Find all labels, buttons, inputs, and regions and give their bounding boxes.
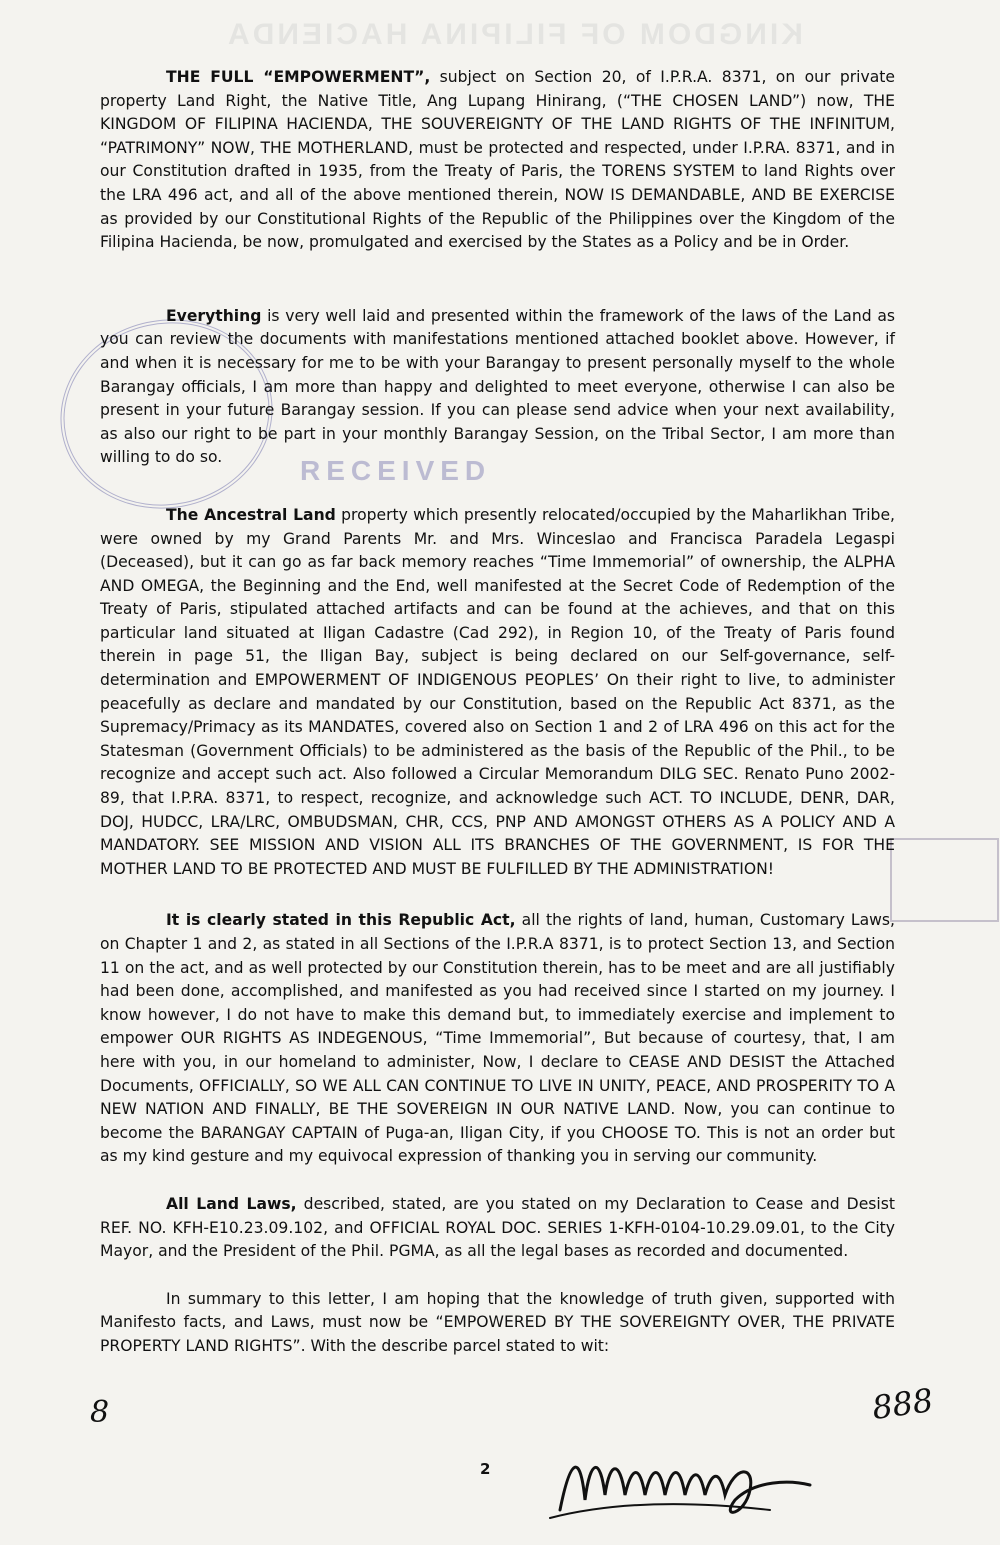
handwritten-mark-right: 888 bbox=[869, 1380, 936, 1428]
paragraph-summary bbox=[100, 1288, 895, 1359]
bleed-through-header: KINGDOM OF FILIPINA HACIENDA bbox=[225, 18, 803, 51]
paragraph-text: property which presently relocated/occupied by the Maharlikhan Tribe, were owned by my Grand Parents Mr. and Mrs. Winceslao and Francisca Paradela Legaspi (Deceased), but it can go as far back memory reaches “Time Immemorial” of ownership, the ALPHA AND OMEGA, the Beginning and the End, well manifested at the Secret Code of Redemption of the Treaty of Paris, stipulated attached artifacts and can be found at the achieves, and that on this particular land situated at Iligan Cadastre (Cad 292), in Region 10, of the Treaty of Paris found therein in page 51, the Iligan Bay, subject is being declared on our Self-governance, self-determination and EMPOWERMENT OF INDIGENOUS PEOPLES’ On their right to live, to administer peacefully as declare and mandated by our Constitution, based on the Republic Act 8371, as the Supremacy/Primacy as its MANDATES, covered also on Section 1 and 2 of LRA 496 on this act for the Statesman (Government Officials) to be administered as the basis of the Republic of the Phil., to be recognize and accept such act. Also followed a Circular Memorandum DILG SEC. Renato Puno 2002-89, that I.P.RA. 8371, to respect, recognize, and acknowledge such ACT. TO INCLUDE, DENR, DAR, DOJ, HUDCC, LRA/LRC, OMBUDSMAN, CHR, CCS, PNP AND AMONGST OTHERS AS A POLICY AND A MANDATORY. SEE MISSION AND VISION ALL ITS BRANCHES OF THE GOVERNMENT, IS FOR THE MOTHER LAND TO BE PROTECTED AND MUST BE FULFILLED BY THE ADMINISTRATION! bbox=[100, 505, 895, 878]
signature bbox=[540, 1440, 840, 1530]
paragraph-text: described, stated, are you stated on my Declaration to Cease and Desist REF. NO. KFH-E10.23.09.102, and OFFICIAL ROYAL DOC. SERIES 1-KFH-0104-10.29.09.01, to the City Mayor, and the President of the Phil. PGMA, as all the legal bases as recorded and documented. bbox=[100, 1194, 895, 1261]
paragraph-everything bbox=[100, 305, 895, 470]
page-number: 2 bbox=[480, 1460, 491, 1478]
paragraph-text: is very well laid and presented within the framework of the laws of the Land as you can review the documents with manifestations mentioned attached booklet above. However, if and when it is necessary for me to be with your Barangay to present personally myself to the whole Barangay officials, I am more than happy and delighted to meet everyone, otherwise I can also be present in your future Barangay session. If you can please send advice when your next availability, as also our right to be part in your monthly Barangay Session, on the Tribal Sector, I am more than willing to do so. bbox=[100, 306, 895, 467]
paragraph-empowerment bbox=[100, 66, 895, 255]
paragraph-text: all the rights of land, human, Customary Laws, on Chapter 1 and 2, as stated in all Sections of the I.P.R.A 8371, is to protect Section 13, and Section 11 on the act, and as well protected by our Constitution therein, has to be meet and are all justifiably had been done, accomplished, and manifested as you had received since I started on my journey. I know however, I do not have to make this demand but, to immediately exercise and implement to empower OUR RIGHTS AS INDEGENOUS, “Time Immemorial”, But because of courtesy, that, I am here with you, in our homeland to administer, Now, I declare to CEASE AND DESIST the Attached Documents, OFFICIALLY, SO WE ALL CAN CONTINUE TO LIVE IN UNITY, PEACE, AND PROSPERITY TO A NEW NATION AND FINALLY, BE THE SOVEREIGN IN OUR NATIVE LAND. Now, you can continue to become the BARANGAY CAPTAIN of Puga-an, Iligan City, if you CHOOSE TO. This is not an order but as my kind gesture and my equivocal expression of thanking you in serving our community. bbox=[100, 911, 895, 1166]
paragraph-land-laws bbox=[100, 1193, 895, 1264]
paragraph-text: In summary to this letter, I am hoping that the knowledge of truth given, supported with Manifesto facts, and Laws, must now be “EMPOWERED BY THE SOVEREIGNTY OVER, THE PRIVATE PROPERTY LAND RIGHTS”. With the describe parcel stated to wit: bbox=[100, 1289, 895, 1355]
date-stamp-box bbox=[890, 838, 999, 922]
paragraph-ancestral-land bbox=[100, 504, 895, 882]
paragraph-lead: The Ancestral Land bbox=[166, 505, 336, 524]
paragraph-lead: Everything bbox=[166, 306, 262, 325]
received-stamp-text: RECEIVED bbox=[300, 455, 492, 486]
paragraph-republic-act bbox=[100, 909, 895, 1169]
paragraph-text: subject on Section 20, of I.P.R.A. 8371, on our private property Land Right, the Native Title, Ang Lupang Hinirang, (“THE CHOSEN LAND”) now, THE KINGDOM OF FILIPINA HACIENDA, THE SOUVEREIGNTY OF THE LAND RIGHTS OF THE INFINITUM, “PATRIMONY” NOW, THE MOTHERLAND, must be protected and respected, under I.P.RA. 8371, and in our Constitution drafted in 1935, from the Treaty of Paris, the TORENS SYSTEM to land Rights over the LRA 496 act, and all of the above mentioned therein, NOW IS DEMANDABLE, AND BE EXERCISE as provided by our Constitutional Rights of the Republic of the Philippines over the Kingdom of the Filipina Hacienda, be now, promulgated and exercised by the States as a Policy and be in Order. bbox=[100, 68, 895, 252]
paragraph-lead: THE FULL “EMPOWERMENT”, bbox=[166, 68, 431, 86]
letter-body bbox=[100, 66, 895, 1359]
paragraph-lead: It is clearly stated in this Republic Act, bbox=[166, 911, 516, 930]
paragraph-lead: All Land Laws, bbox=[166, 1194, 297, 1213]
handwritten-mark-left: 8 bbox=[90, 1395, 110, 1430]
